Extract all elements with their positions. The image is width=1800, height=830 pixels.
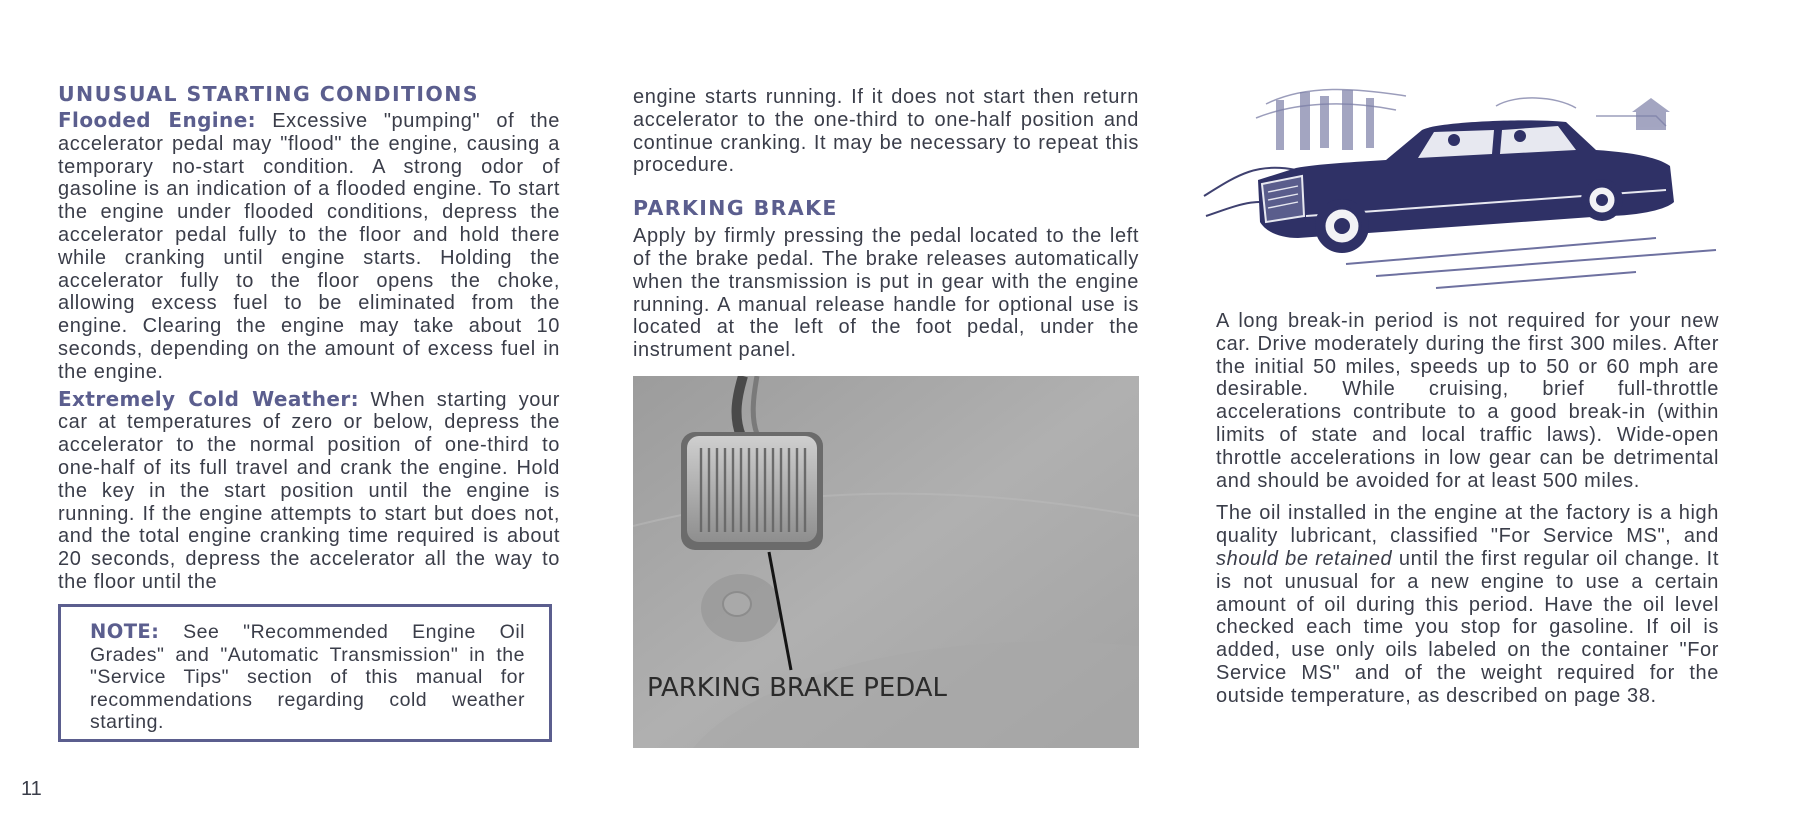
column-right xyxy=(1216,310,1719,708)
paragraph-flooded-engine xyxy=(58,109,560,384)
oil-emphasis: should be retained xyxy=(1216,547,1393,570)
note-text: See "Recommended Engine Oil Grades" and "Automatic Transmission" in the "Service Tips" section of this manual for recommendations regarding cold weather starting. xyxy=(90,621,525,734)
text-flooded-engine: Excessive "pumping" of the accelerator pedal may "flood" the engine, causing a temporary no-start condition. A strong odor of gasoline is an indication of a flooded engine. To start the engine under flooded conditions, depress the accelerator pedal fully to the floor and hold there while cranking until engine starts. Holding the accelerator fully to the floor opens the choke, allowing excess fuel to be eliminated from the engine. Clearing the engine may take about 10 seconds, depending on the amount of excess fuel in the engine. xyxy=(58,110,561,383)
column-middle xyxy=(633,86,1139,362)
heading-parking-brake: PARKING BRAKE xyxy=(633,196,838,221)
paragraph-oil xyxy=(1216,502,1719,707)
heading-unusual-starting: UNUSUAL STARTING CONDITIONS xyxy=(58,82,479,106)
oil-text-part2: until the first regular oil change. It is not unusual for a new engine to use a certain amount of oil during this period. Have the oil level checked each time you stop for gasoline. If oil is added, use only oils labeled on the container "For Service MS" and of the weight required for the outside temperature, as described on page 38. xyxy=(1216,547,1719,707)
note-paragraph xyxy=(90,621,525,734)
note-label: NOTE: xyxy=(90,620,160,643)
paragraph-continued: engine starts running. If it does not start then return accelerator to the one-third to one-half position and continue cranking. It may be necessary to repeat this procedure. xyxy=(633,86,1139,177)
page-number: 11 xyxy=(21,778,42,800)
label-cold-weather: Extremely Cold Weather: xyxy=(58,386,359,411)
note-box xyxy=(58,604,552,742)
photo-caption: PARKING BRAKE PEDAL xyxy=(647,673,948,703)
paragraph-cold-weather xyxy=(58,388,560,594)
paragraph-break-in: A long break-in period is not required for your new car. Drive moderately during the first 300 miles. After the initial 50 miles, speeds up to 50 or 60 mph are desirable. While cruising, brief full-throttle accelerations contribute to a good break-in (within limits of state and local traffic laws). Wide-open throttle accelerations in low gear can be detrimental and should be avoided for at least 500 miles. xyxy=(1216,310,1719,492)
paragraph-parking-brake: Apply by firmly pressing the pedal located to the left of the brake pedal. The brake releases automatically when the transmission is put in gear with the engine running. A manual release handle for optional use is located at the left of the foot pedal, under the instrument panel. xyxy=(633,225,1139,362)
oil-text-part1: The oil installed in the engine at the factory is a high quality lubricant, classified "For Service MS", and xyxy=(1216,502,1719,548)
text-cold-weather: When starting your car at temperatures of zero or below, depress the accelerator to the normal position of one-third to one-half of its full travel and crank the engine. Hold the key in the start position until the engine is running. If the engine attempts to start but does not, and the total engine cranking time required is about 20 seconds, depress the accelerator all the way to the floor until the xyxy=(58,388,560,593)
parking-brake-photo xyxy=(633,376,1139,748)
car-illustration xyxy=(1196,66,1721,294)
label-flooded-engine: Flooded Engine: xyxy=(58,108,257,132)
column-left xyxy=(58,82,560,594)
